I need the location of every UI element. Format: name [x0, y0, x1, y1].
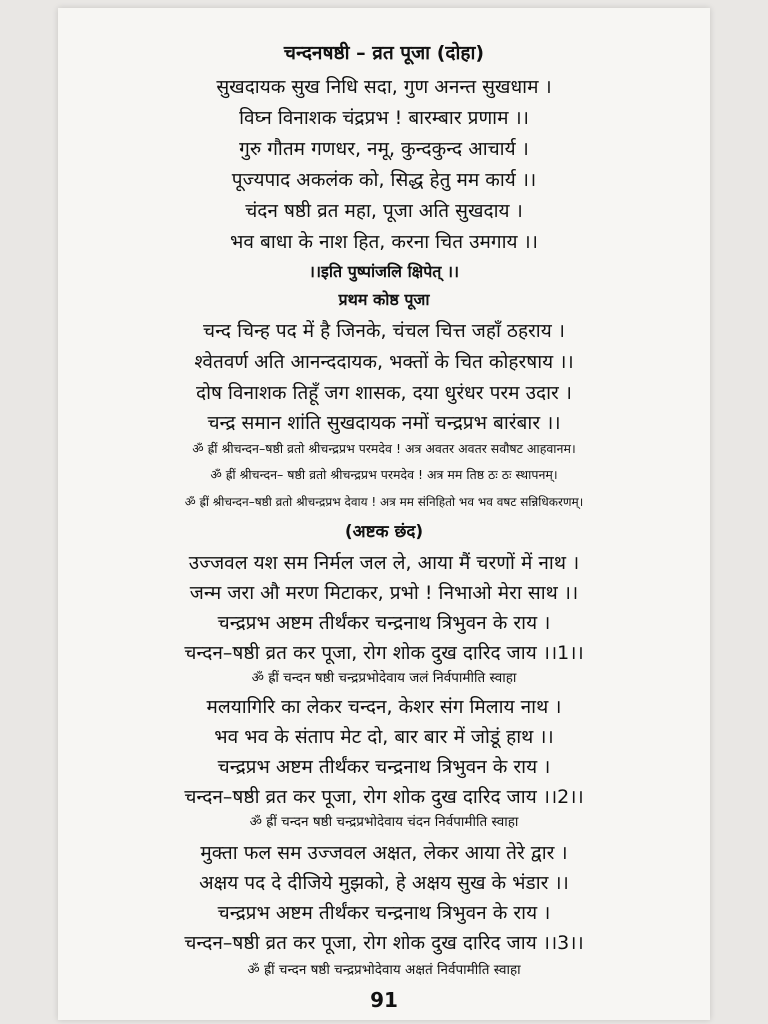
sthapana-line: चन्द चिन्ह पद में है जिनके, चंचल चित्त जहाँ ठहराय ।: [203, 320, 565, 342]
doha-line: सुखदायक सुख निधि सदा, गुण अनन्त सुखधाम ।: [216, 76, 552, 98]
stanza-line: उज्जवल यश सम निर्मल जल ले, आया मैं चरणों में नाथ ।: [188, 552, 580, 574]
doha-line: गुरु गौतम गणधर, नमू, कुन्दकुन्द आचार्य ।: [239, 138, 529, 160]
stanza-line: मलयागिरि का लेकर चन्दन, केशर संग मिलाय नाथ ।: [206, 696, 562, 718]
doha-line: विघ्न विनाशक चंद्रप्रभ ! बारम्बार प्रणाम ।।: [239, 107, 529, 129]
doha-line: चंदन षष्ठी व्रत महा, पूजा अति सुखदाय ।: [245, 200, 523, 222]
pushpanjali-line: ।।इति पुष्पांजलि क्षिपेत् ।।: [308, 262, 460, 281]
stanza-line: चन्दन–षष्ठी व्रत कर पूजा, रोग शोक दुख दारिद जाय ।।3।।: [184, 932, 584, 954]
stanza-line: मुक्ता फल सम उज्जवल अक्षत, लेकर आया तेरे द्वार ।: [200, 842, 568, 864]
mantra-line: ॐ ह्रीं श्रीचन्दन–षष्ठी व्रतो श्रीचन्द्रप्रभ परमदेव ! अत्र अवतर अवतर सवौषट आहवानम।: [192, 441, 576, 456]
ashtak-heading: (अष्टक छंद): [344, 522, 424, 542]
stanza-line: चन्द्रप्रभ अष्टम तीर्थंकर चन्द्रनाथ त्रिभुवन के राय ।: [217, 612, 551, 634]
stanza-line: चन्द्रप्रभ अष्टम तीर्थंकर चन्द्रनाथ त्रिभुवन के राय ।: [217, 756, 551, 778]
page-number: 91: [370, 988, 398, 1012]
mantra-line: ॐ ह्रीं श्रीचन्दन– षष्ठी व्रतो श्रीचन्द्रप्रभ परमदेव ! अत्र मम तिष्ठ ठः ठः स्थापनम्।: [210, 467, 558, 482]
section-heading: प्रथम कोष्ठ पूजा: [338, 290, 430, 309]
offering-mantra: ॐ ह्रीं चन्दन षष्ठी चन्द्रप्रभोदेवाय अक्षतं निर्वपामीति स्वाहा: [247, 962, 521, 978]
stanza-line: अक्षय पद दे दीजिये मुझको, हे अक्षय सुख के भंडार ।।: [199, 872, 569, 894]
stanza-line: चन्द्रप्रभ अष्टम तीर्थंकर चन्द्रनाथ त्रिभुवन के राय ।: [217, 902, 551, 924]
book-page: [58, 8, 710, 1020]
stanza-line: चन्दन–षष्ठी व्रत कर पूजा, रोग शोक दुख दारिद जाय ।।2।।: [184, 786, 584, 808]
offering-mantra: ॐ ह्रीं चन्दन षष्ठी चन्द्रप्रभोदेवाय चंदन निर्वपामीति स्वाहा: [249, 814, 519, 830]
stanza-line: चन्दन–षष्ठी व्रत कर पूजा, रोग शोक दुख दारिद जाय ।।1।।: [184, 642, 584, 664]
stanza-line: जन्म जरा औ मरण मिटाकर, प्रभो ! निभाओ मेरा साथ ।।: [189, 582, 579, 604]
offering-mantra: ॐ ह्रीं चन्दन षष्ठी चन्द्रप्रभोदेवाय जलं निर्वपामीति स्वाहा: [251, 670, 517, 686]
mantra-line: ॐ ह्रीं श्रीचन्दन–षष्ठी व्रतो श्रीचन्द्रप्रभ देवाय ! अत्र मम संनिहितो भव भव वषट सन्निधिकरणम्।: [184, 495, 584, 509]
page-title: चन्दनषष्ठी – व्रत पूजा (दोहा): [283, 42, 485, 64]
doha-line: पूज्यपाद अकलंक को, सिद्ध हेतु मम कार्य ।।: [231, 169, 537, 191]
stanza-line: भव भव के संताप मेट दो, बार बार में जोडूं हाथ ।।: [214, 726, 554, 748]
sthapana-line: चन्द्र समान शांति सुखदायक नमों चन्द्रप्रभ बारंबार ।।: [207, 412, 561, 434]
sthapana-line: दोष विनाशक तिहूँ जग शासक, दया धुरंधर परम उदार ।: [195, 382, 573, 404]
sthapana-line: श्वेतवर्ण अति आनन्ददायक, भक्तों के चित कोहरषाय ।।: [194, 351, 574, 373]
doha-line: भव बाधा के नाश हित, करना चित उमगाय ।।: [230, 231, 538, 253]
